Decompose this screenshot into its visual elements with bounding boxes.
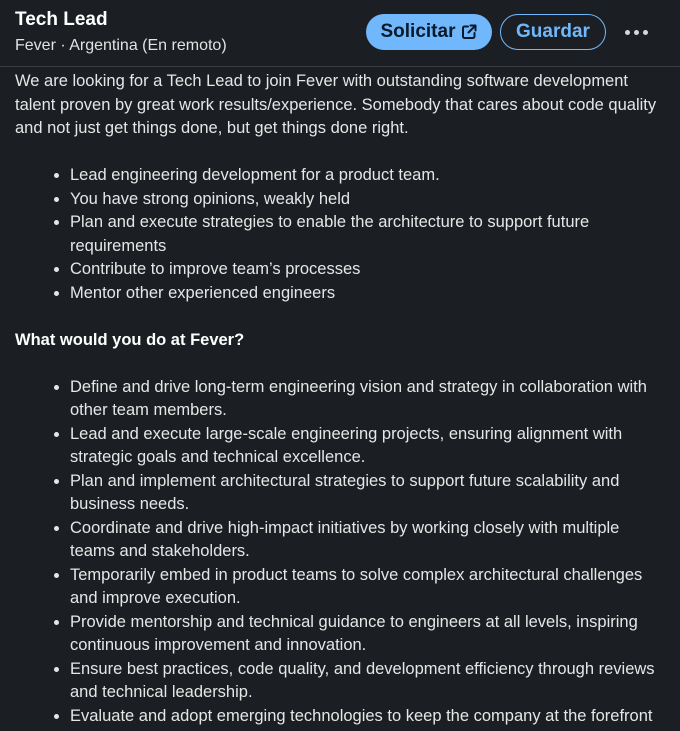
list-item: • Temporarily embed in product teams to solve complex architectural challenges and improve execution. bbox=[70, 564, 660, 611]
more-dot bbox=[625, 30, 630, 35]
job-subtitle: Fever · Argentina (En remoto) bbox=[15, 37, 227, 54]
intro-paragraph: We are looking for a Tech Lead to join Fever with outstanding software development talent proven by great work results/experience. Somebody that cares about code quality and not just get things done, but get things done right. bbox=[15, 72, 657, 137]
list-item: • Coordinate and drive high-impact initiatives by working closely with multiple teams and stakeholders. bbox=[70, 517, 660, 564]
list-item: • Plan and execute strategies to enable the architecture to support future requirements bbox=[70, 211, 660, 258]
list-item: • Evaluate and adopt emerging technologies to keep the company at the forefront bbox=[70, 705, 660, 729]
external-link-icon bbox=[461, 24, 477, 40]
list-item: • Mentor other experienced engineers bbox=[70, 282, 660, 306]
list-item: • You have strong opinions, weakly held bbox=[70, 188, 660, 212]
list-item: • Lead engineering development for a product team. bbox=[70, 164, 660, 188]
list-item: • Define and drive long-term engineering vision and strategy in collaboration with other team members. bbox=[70, 376, 660, 423]
job-header bbox=[0, 0, 680, 67]
apply-button-label: Solicitar bbox=[380, 21, 456, 42]
job-description bbox=[15, 70, 660, 728]
job-title: Tech Lead bbox=[15, 9, 108, 30]
requirements-list bbox=[15, 164, 660, 305]
list-item: • Ensure best practices, code quality, and development efficiency through reviews and technical leadership. bbox=[70, 658, 660, 705]
list-item: • Plan and implement architectural strategies to support future scalability and business needs. bbox=[70, 470, 660, 517]
responsibilities-list bbox=[15, 376, 660, 729]
list-item: • Lead and execute large-scale engineering projects, ensuring alignment with strategic goals and technical excellence. bbox=[70, 423, 660, 470]
more-options-icon[interactable] bbox=[620, 20, 652, 44]
save-button[interactable]: Guardar bbox=[500, 14, 606, 50]
more-dot bbox=[634, 30, 639, 35]
more-dot bbox=[643, 30, 648, 35]
apply-button[interactable] bbox=[366, 14, 492, 50]
list-item: • Contribute to improve team’s processes bbox=[70, 258, 660, 282]
section-title: What would you do at Fever? bbox=[15, 330, 245, 349]
list-item: • Provide mentorship and technical guidance to engineers at all levels, inspiring continuous improvement and innovation. bbox=[70, 611, 660, 658]
